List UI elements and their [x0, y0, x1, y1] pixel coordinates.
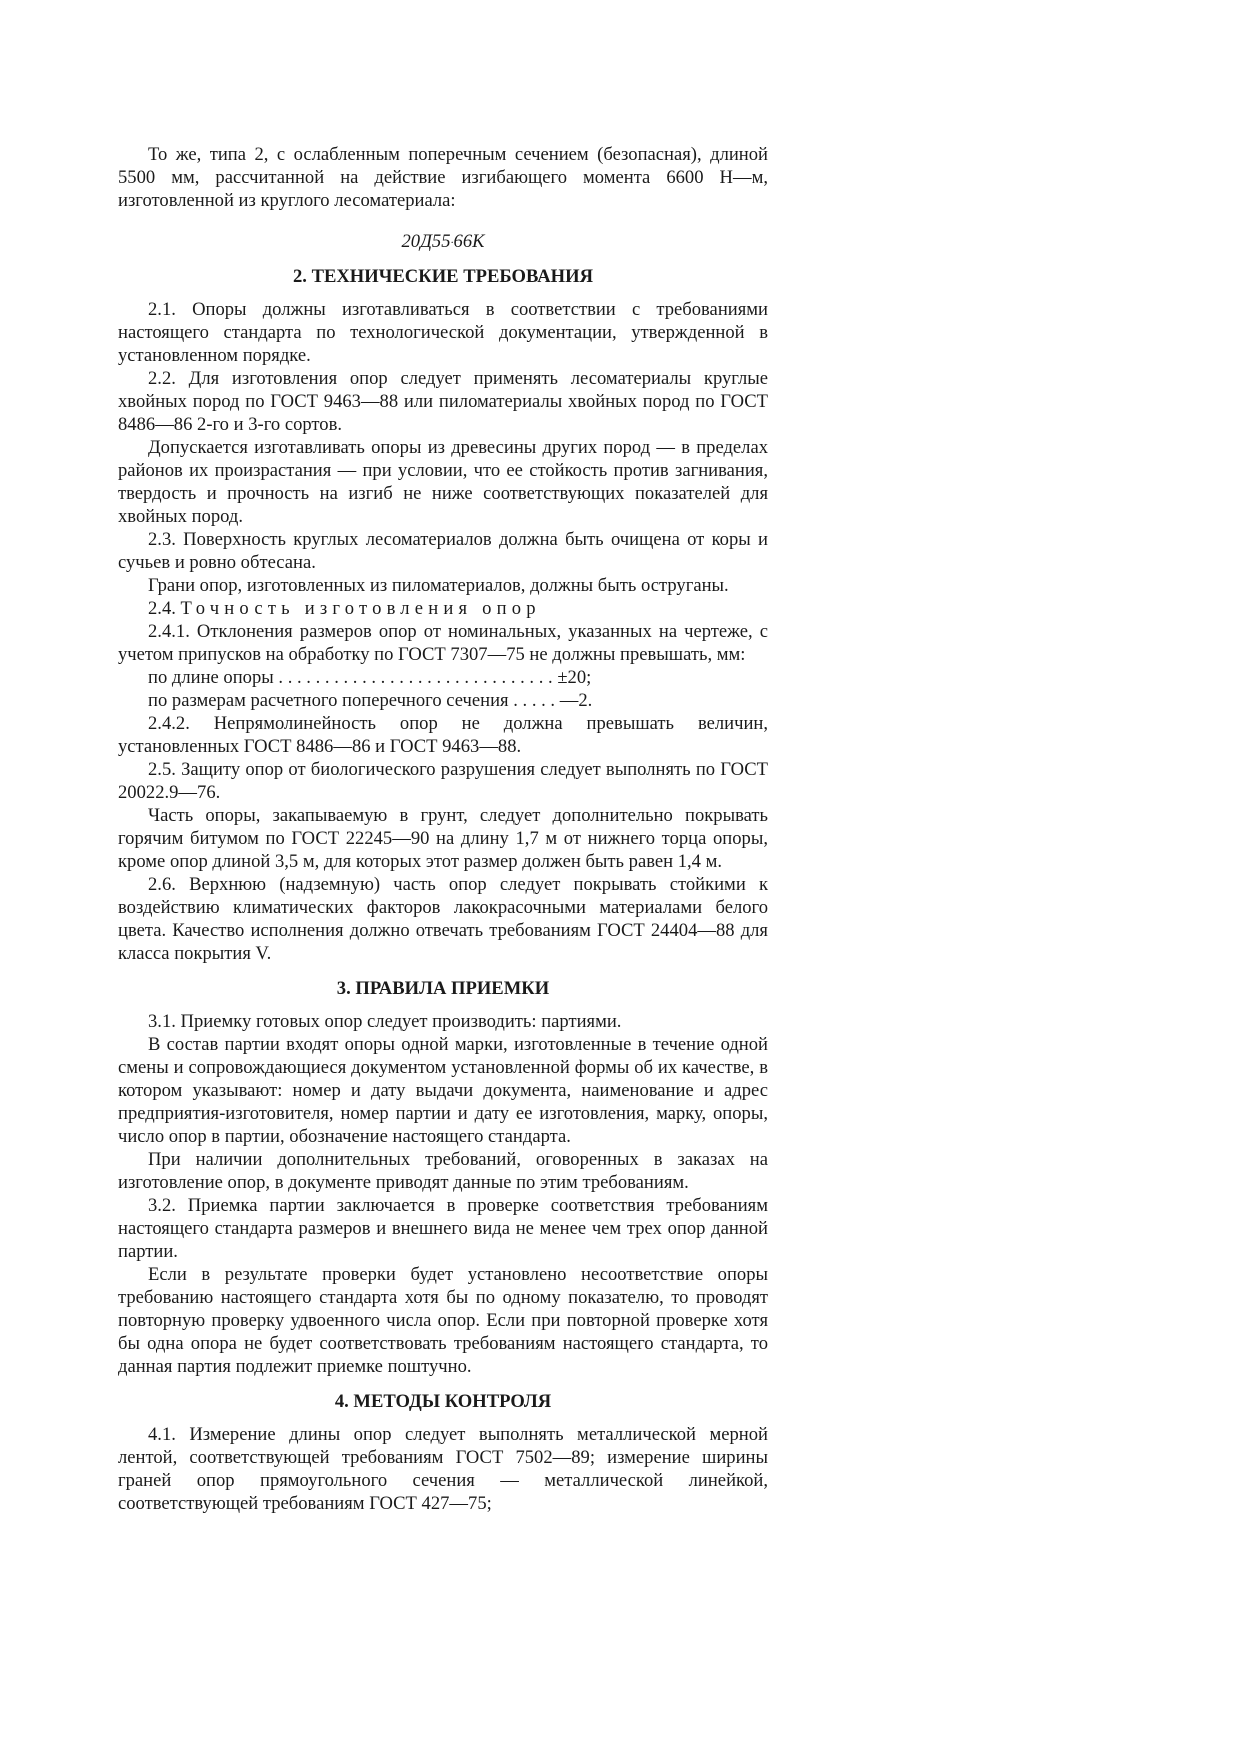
paragraph-2-2-note: Допускается изготавливать опоры из древесины других пород — в пределах районов их произрастания — при условии, что ее стойкость против загнивания, твердость и прочность на изгиб не ниже соответствующих показателей для хвойных пород. — [118, 437, 768, 527]
section-4-heading: 4. МЕТОДЫ КОНТРОЛЯ — [334, 1391, 552, 1412]
paragraph-4-1: 4.1. Измерение длины опор следует выполнять металлической мерной лентой, соответствующей требованиям ГОСТ 7502—89; измерение ширины граней опор прямоугольного сечения — металлической линейкой, соответствующей требованиям ГОСТ 427—75; — [118, 1424, 768, 1514]
formula-part-1: 20Д55 — [401, 231, 451, 252]
paragraph-3-1-batch: В состав партии входят опоры одной марки, изготовленные в течение одной смены и сопровождающиеся документом установленной формы об их качестве, в котором указывают: номер и дату выдачи документа, наименование и адрес предприятия-изготовителя, номер партии и дату ее изготовления, марку, опоры, число опор в партии, обозначение настоящего стандарта. — [118, 1034, 768, 1147]
paragraph-2-5-note: Часть опоры, закапываемую в грунт, следует дополнительно покрывать горячим битумом по ГОСТ 22245—90 на длину 1,7 м от нижнего торца опоры, кроме опор длиной 3,5 м, для которых этот размер должен быть равен 1,4 м. — [118, 805, 768, 872]
intro-paragraph: То же, типа 2, с ослабленным поперечным сечением (безопасная), длиной 5500 мм, рассчитанной на действие изгибающего момента 6600 Н—м, изготовленной из круглого лесоматериала: — [118, 144, 768, 211]
paragraph-3-1-extra: При наличии дополнительных требований, оговоренных в заказах на изготовление опор, в документе приводят данные по этим требованиям. — [118, 1149, 768, 1193]
paragraph-2-3-note: Грани опор, изготовленных из пиломатериалов, должны быть оструганы. — [148, 575, 729, 596]
paragraph-2-1: 2.1. Опоры должны изготавливаться в соответствии с требованиями настоящего стандарта по технологической документации, утвержденной в установленном порядке. — [118, 299, 768, 366]
paragraph-2-4-1: 2.4.1. Отклонения размеров опор от номинальных, указанных на чертеже, с учетом припусков на обработку по ГОСТ 7307—75 не должны превышать, мм: — [118, 621, 768, 665]
section-2-heading: 2. ТЕХНИЧЕСКИЕ ТРЕБОВАНИЯ — [292, 266, 594, 287]
paragraph-2-2: 2.2. Для изготовления опор следует применять лесоматериалы круглые хвойных пород по ГОСТ 9463—88 или пиломатериалы хвойных пород по ГОСТ 8486—86 2-го и 3-го сортов. — [118, 368, 768, 435]
paragraph-3-2: 3.2. Приемка партии заключается в проверке соответствия требованиям настоящего стандарта размеров и внешнего вида не менее чем трех опор данной партии. — [118, 1195, 768, 1262]
paragraph-3-1: 3.1. Приемку готовых опор следует производить: партиями. — [148, 1011, 622, 1032]
tolerance-section: по размерам расчетного поперечного сечения . . . . . —2. — [148, 690, 593, 711]
paragraph-2-4-title: Точность изготовления опор — [180, 598, 541, 619]
paragraph-3-2-retest: Если в результате проверки будет установлено несоответствие опоры требованию настоящего стандарта хотя бы по одному показателю, то проводят повторную проверку удвоенного числа опор. Если при повторной проверке хотя бы одна опора не будет соответствовать требованиям настоящего стандарта, то данная партия подлежит приемке поштучно. — [118, 1264, 768, 1377]
section-3-heading: 3. ПРАВИЛА ПРИЕМКИ — [336, 978, 550, 999]
paragraph-2-6: 2.6. Верхнюю (надземную) часть опор следует покрывать стойкими к воздействию климатических факторов лакокрасочными материалами белого цвета. Качество исполнения должно отвечать требованиям ГОСТ 24404—88 для класса покрытия V. — [118, 874, 768, 964]
designation-formula — [118, 230, 768, 253]
formula-part-2: 66К — [453, 231, 485, 252]
paragraph-2-3: 2.3. Поверхность круглых лесоматериалов должна быть очищена от коры и сучьев и ровно обтесана. — [118, 529, 768, 573]
formula-dot: · — [450, 235, 454, 249]
paragraph-2-4 — [118, 597, 768, 620]
paragraph-2-4-2: 2.4.2. Непрямолинейность опор не должна превышать величин, установленных ГОСТ 8486—86 и ГОСТ 9463—88. — [118, 713, 768, 757]
paragraph-2-4-number: 2.4. — [148, 598, 176, 619]
tolerance-length: по длине опоры . . . . . . . . . . . . . . . . . . . . . . . . . . . . . . ±20; — [148, 667, 592, 688]
paragraph-2-5: 2.5. Защиту опор от биологического разрушения следует выполнять по ГОСТ 20022.9—76. — [118, 759, 768, 803]
document-page — [118, 143, 768, 1515]
